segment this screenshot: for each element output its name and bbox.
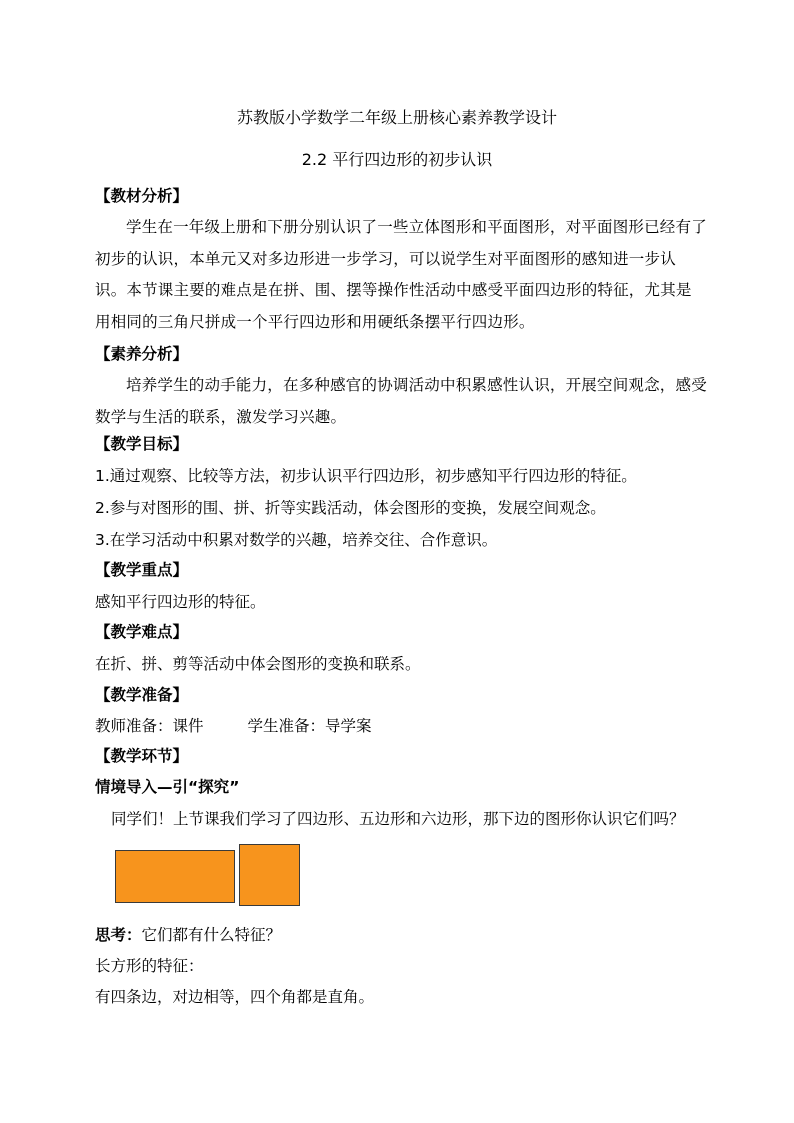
heading-teaching-preparation: 【教学准备】: [95, 686, 189, 704]
think-text: 它们都有什么特征？: [141, 926, 282, 944]
think-label: 思考：: [95, 926, 142, 944]
heading-teaching-difficulty: 【教学难点】: [95, 623, 189, 641]
square-shape: [239, 844, 300, 906]
document-title: 苏教版小学数学二年级上册核心素养教学设计: [236, 108, 557, 127]
heading-teaching-goals: 【教学目标】: [95, 435, 189, 453]
student-preparation: 学生准备：导学案: [247, 717, 372, 735]
teaching-focus-text: 感知平行四边形的特征。: [95, 593, 266, 611]
heading-teaching-process: 【教学环节】: [95, 747, 189, 765]
rectangle-shape: [115, 850, 235, 903]
intro-text: 同学们！上节课我们学习了四边形、五边形和六边形，那下边的图形你认识它们吗？: [111, 810, 685, 828]
rectangle-feature-text: 有四条边，对边相等，四个角都是直角。: [95, 988, 375, 1006]
teacher-preparation: 教师准备：课件: [95, 717, 204, 735]
teaching-goal-item: 2.参与对图形的围、拼、折等实践活动，体会图形的变换，发展空间观念。: [95, 499, 606, 517]
heading-literacy-analysis: 【素养分析】: [95, 345, 189, 363]
teaching-difficulty-text: 在折、拼、剪等活动中体会图形的变换和联系。: [95, 655, 421, 673]
heading-teaching-focus: 【教学重点】: [95, 561, 189, 579]
intro-heading: 情境导入—引“探究”: [95, 778, 240, 796]
teaching-goal-item: 3.在学习活动中积累对数学的兴趣，培养交往、合作意识。: [95, 531, 498, 549]
literacy-analysis-text: 培养学生的动手能力，在多种感官的协调活动中积累感性认识，开展空间观念，感受数学与生活的联系，激发学习兴趣。: [95, 376, 707, 426]
document-subtitle: 2.2 平行四边形的初步认识: [301, 150, 493, 169]
material-analysis-text: 学生在一年级上册和下册分别认识了一些立体图形和平面图形，对平面图形已经有了初步的认识，本单元又对多边形进一步学习，可以说学生对平面图形的感知进一步认识。本节课主要的难点是在拼、围、摆等操作性活动中感受平面四边形的特征，尤其是用相同的三角尺拼成一个平行四边形和用硬纸条摆平行四边形。: [95, 218, 707, 331]
teaching-goal-item: 1.通过观察、比较等方法，初步认识平行四边形，初步感知平行四边形的特征。: [95, 467, 637, 485]
teaching-preparation-text: [95, 716, 715, 736]
rectangle-feature-label: 长方形的特征：: [95, 957, 204, 975]
think-question: [95, 925, 715, 945]
heading-material-analysis: 【教材分析】: [95, 187, 189, 205]
